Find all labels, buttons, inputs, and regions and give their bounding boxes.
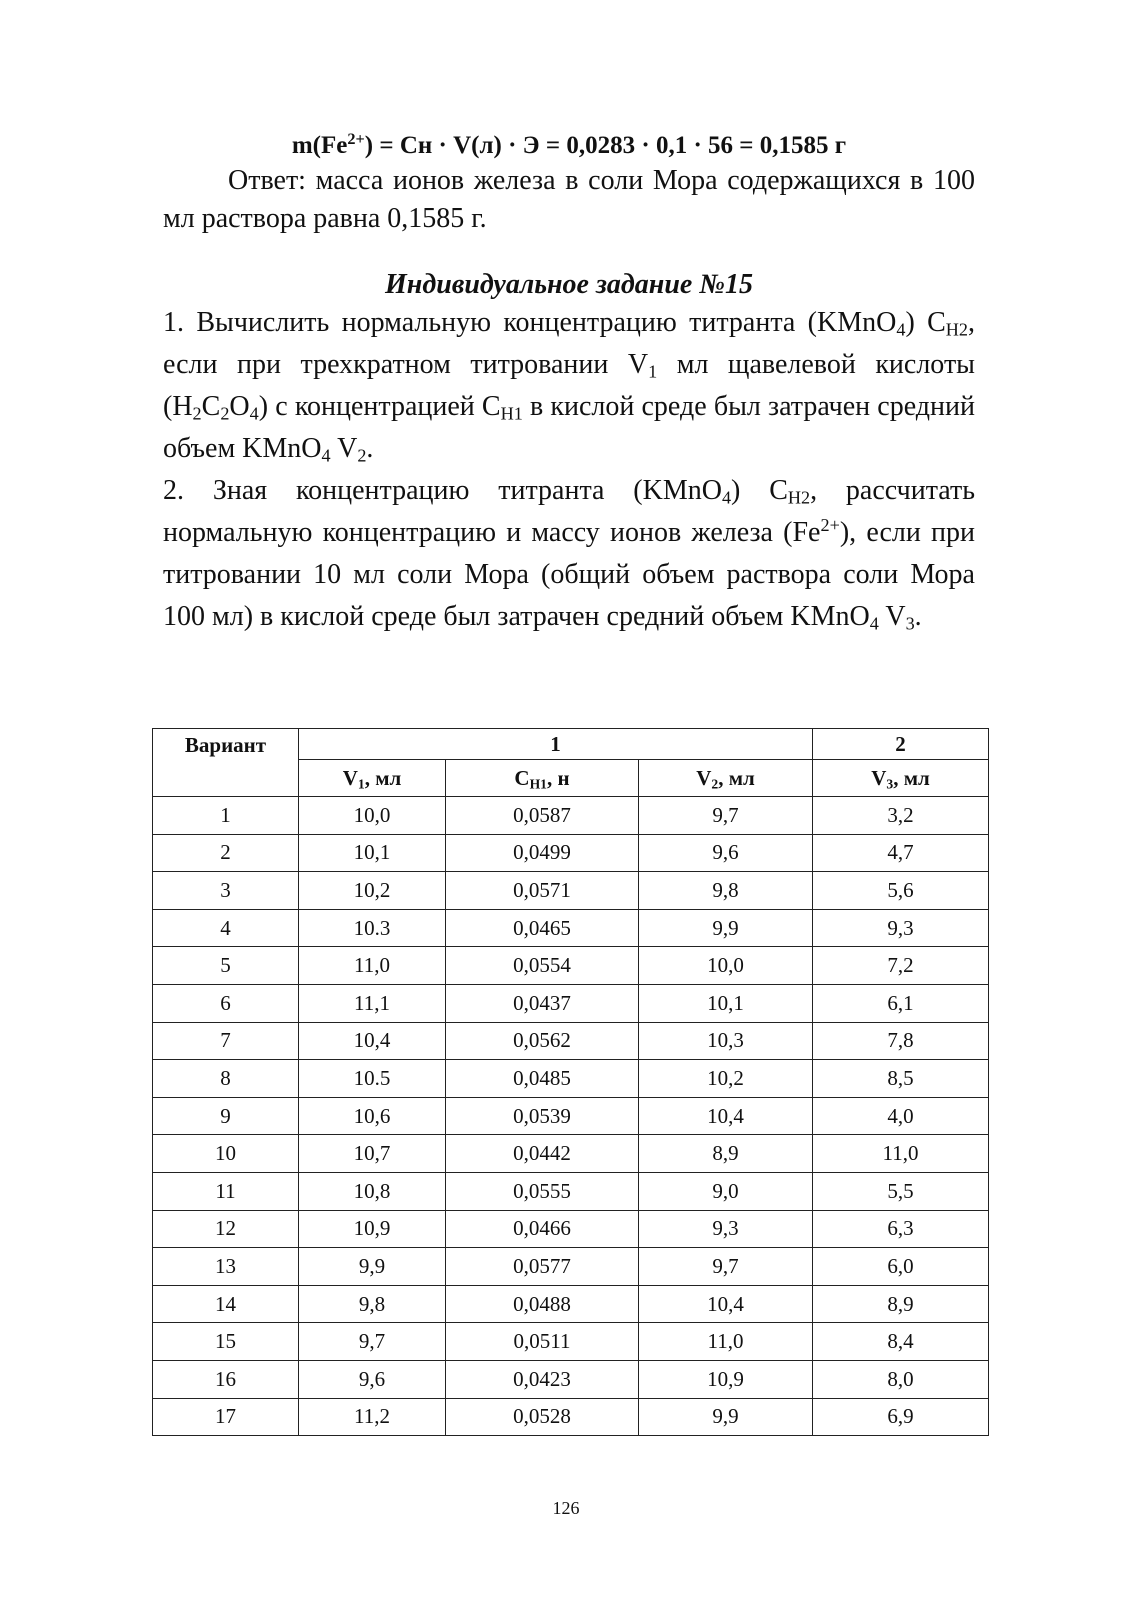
table-row <box>153 1323 989 1361</box>
cell-v3: 8,9 <box>813 1285 989 1323</box>
cell-v3: 7,2 <box>813 947 989 985</box>
cell-cn1: 0,0442 <box>446 1135 639 1173</box>
cell-v1: 10,7 <box>299 1135 446 1173</box>
cell-v2: 9,9 <box>639 1398 813 1436</box>
header-group-1: 1 <box>299 729 813 760</box>
cell-v2: 10,0 <box>639 947 813 985</box>
table-row <box>153 1135 989 1173</box>
cell-v1: 9,8 <box>299 1285 446 1323</box>
cell-cn1: 0,0562 <box>446 1022 639 1060</box>
cell-v3: 7,8 <box>813 1022 989 1060</box>
cell-v3: 8,0 <box>813 1360 989 1398</box>
cell-variant: 14 <box>153 1285 299 1323</box>
cell-cn1: 0,0554 <box>446 947 639 985</box>
task-body <box>163 302 975 638</box>
cell-variant: 12 <box>153 1210 299 1248</box>
cell-v3: 6,1 <box>813 984 989 1022</box>
cell-cn1: 0,0571 <box>446 872 639 910</box>
cell-v2: 10,3 <box>639 1022 813 1060</box>
table-row <box>153 1285 989 1323</box>
cell-v1: 11,0 <box>299 947 446 985</box>
cell-variant: 1 <box>153 797 299 835</box>
cell-v2: 9,9 <box>639 909 813 947</box>
cell-v3: 6,3 <box>813 1210 989 1248</box>
cell-v1: 10.5 <box>299 1060 446 1098</box>
cell-v2: 10,9 <box>639 1360 813 1398</box>
mass-formula: $m(Fe^{2+})$ = Cн · V(л) · Э = 0,0283 · 0,1 · 56 = 0,1585 г <box>291 130 847 159</box>
cell-cn1: 0,0528 <box>446 1398 639 1436</box>
cell-v3: 8,5 <box>813 1060 989 1098</box>
cell-v3: 9,3 <box>813 909 989 947</box>
cell-variant: 8 <box>153 1060 299 1098</box>
cell-v1: 10,1 <box>299 834 446 872</box>
cell-v3: 6,0 <box>813 1248 989 1286</box>
header-v1: $V_1$, мл <box>299 760 446 797</box>
header-v3: $V_3$, мл <box>813 760 989 797</box>
table-row <box>153 1210 989 1248</box>
cell-variant: 6 <box>153 984 299 1022</box>
table-row <box>153 1097 989 1135</box>
cell-v2: 10,4 <box>639 1285 813 1323</box>
cell-v2: 8,9 <box>639 1135 813 1173</box>
cell-v2: 9,0 <box>639 1172 813 1210</box>
cell-v2: 11,0 <box>639 1323 813 1361</box>
cell-v1: 11,1 <box>299 984 446 1022</box>
cell-v1: 9,9 <box>299 1248 446 1286</box>
cell-v2: 9,3 <box>639 1210 813 1248</box>
cell-v1: 10,0 <box>299 797 446 835</box>
cell-cn1: 0,0488 <box>446 1285 639 1323</box>
cell-variant: 9 <box>153 1097 299 1135</box>
cell-cn1: 0,0465 <box>446 909 639 947</box>
cell-v1: 10,8 <box>299 1172 446 1210</box>
header-variant: Вариант <box>153 729 299 797</box>
table-row <box>153 1060 989 1098</box>
cell-v3: 8,4 <box>813 1323 989 1361</box>
table-row <box>153 947 989 985</box>
cell-cn1: 0,0466 <box>446 1210 639 1248</box>
cell-cn1: 0,0555 <box>446 1172 639 1210</box>
cell-v1: 9,7 <box>299 1323 446 1361</box>
table-row <box>153 1398 989 1436</box>
cell-variant: 7 <box>153 1022 299 1060</box>
cell-cn1: 0,0485 <box>446 1060 639 1098</box>
cell-variant: 4 <box>153 909 299 947</box>
cell-cn1: 0,0587 <box>446 797 639 835</box>
cell-cn1: 0,0577 <box>446 1248 639 1286</box>
header-group-2: 2 <box>813 729 989 760</box>
cell-cn1: 0,0539 <box>446 1097 639 1135</box>
table-row <box>153 872 989 910</box>
cell-variant: 16 <box>153 1360 299 1398</box>
table-row <box>153 1248 989 1286</box>
cell-v2: 10,2 <box>639 1060 813 1098</box>
cell-v2: 9,8 <box>639 872 813 910</box>
cell-cn1: 0,0499 <box>446 834 639 872</box>
cell-variant: 3 <box>153 872 299 910</box>
header-cn1: $C_{H1}$, н <box>446 760 639 797</box>
cell-v1: 10,6 <box>299 1097 446 1135</box>
cell-v3: 6,9 <box>813 1398 989 1436</box>
cell-v2: 9,7 <box>639 797 813 835</box>
cell-v1: 10,9 <box>299 1210 446 1248</box>
table-row <box>153 984 989 1022</box>
cell-variant: 5 <box>153 947 299 985</box>
variants-table <box>152 728 989 1436</box>
cell-v3: 11,0 <box>813 1135 989 1173</box>
cell-cn1: 0,0423 <box>446 1360 639 1398</box>
table-body <box>153 797 989 1436</box>
table-row <box>153 797 989 835</box>
task-item-1: 1. Вычислить нормальную концентрацию титранта (KMnO$_4$) $C_{H2}$, если при трехкратном титровании $V_1$ мл щавелевой кислоты $(H_2C_2O_4)$ с концентрацией $C_{H1}$ в кислой среде был затрачен средний объем KMnO$_4$ $V_2$. <box>163 307 976 466</box>
cell-variant: 11 <box>153 1172 299 1210</box>
cell-v1: 10,2 <box>299 872 446 910</box>
cell-v2: 10,1 <box>639 984 813 1022</box>
cell-v2: 9,7 <box>639 1248 813 1286</box>
table-row <box>153 1022 989 1060</box>
task-title: Индивидуальное задание №15 <box>385 269 753 300</box>
cell-v2: 9,6 <box>639 834 813 872</box>
cell-v3: 3,2 <box>813 797 989 835</box>
cell-variant: 2 <box>153 834 299 872</box>
cell-v3: 5,6 <box>813 872 989 910</box>
table-row <box>153 1360 989 1398</box>
header-v2: $V_2$, мл <box>639 760 813 797</box>
cell-v1: 9,6 <box>299 1360 446 1398</box>
task-item-2: 2. Зная концентрацию титранта (KMnO$_4$) $C_{H2}$, рассчитать нормальную концентрацию и массу ионов железа $(Fe^{2+})$, если при титровании 10 мл соли Мора (общий объем раствора соли Мора 100 мл) в кислой среде был затрачен средний объем KMnO$_4$ $V_3$. <box>163 475 976 634</box>
cell-v3: 4,0 <box>813 1097 989 1135</box>
cell-variant: 15 <box>153 1323 299 1361</box>
cell-v1: 10,4 <box>299 1022 446 1060</box>
cell-v2: 10,4 <box>639 1097 813 1135</box>
cell-v1: 10.3 <box>299 909 446 947</box>
table-row <box>153 834 989 872</box>
cell-variant: 13 <box>153 1248 299 1286</box>
cell-cn1: 0,0437 <box>446 984 639 1022</box>
cell-variant: 10 <box>153 1135 299 1173</box>
cell-v1: 11,2 <box>299 1398 446 1436</box>
cell-cn1: 0,0511 <box>446 1323 639 1361</box>
cell-v3: 5,5 <box>813 1172 989 1210</box>
table-row <box>153 1172 989 1210</box>
cell-variant: 17 <box>153 1398 299 1436</box>
page-number: 126 <box>552 1498 580 1518</box>
table-row <box>153 909 989 947</box>
answer-paragraph: Ответ: масса ионов железа в соли Мора содержащихся в 100 мл раствора равна 0,1585 г. <box>163 165 975 234</box>
cell-v3: 4,7 <box>813 834 989 872</box>
